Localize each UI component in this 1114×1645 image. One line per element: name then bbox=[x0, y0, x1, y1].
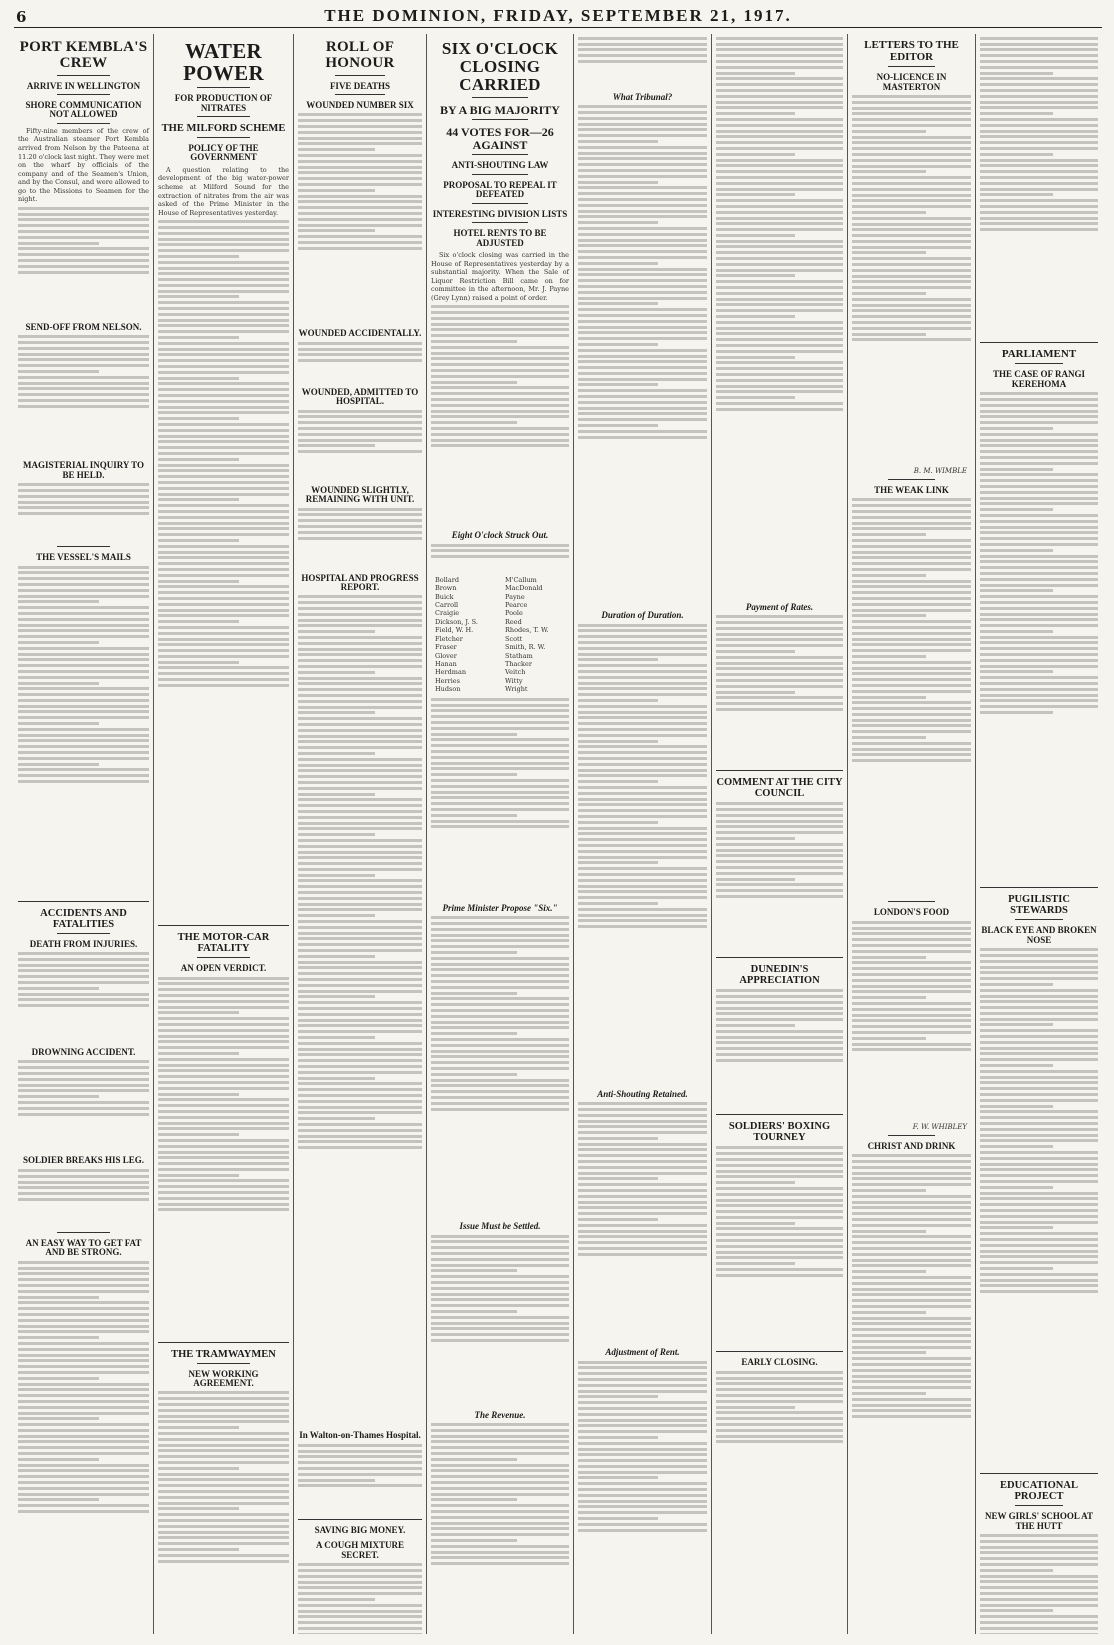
article-body bbox=[158, 977, 289, 1337]
list-item: Reed bbox=[505, 617, 522, 626]
article-body bbox=[852, 921, 971, 1121]
headline-roll-of-honour: ROLL OF HONOUR bbox=[325, 39, 395, 71]
column-3 bbox=[294, 34, 427, 1634]
newspaper-title: THE DOMINION, FRIDAY, SEPTEMBER 21, 1917. bbox=[324, 6, 792, 25]
list-item: Herries bbox=[435, 676, 460, 685]
headline-six-oclock-closing: SIX O'CLOCK CLOSING CARRIED bbox=[441, 39, 559, 94]
list-item: Craigie bbox=[435, 609, 460, 618]
article-body bbox=[298, 342, 422, 382]
list-item: Herdman bbox=[435, 668, 467, 677]
article-body bbox=[980, 1534, 1098, 1634]
article-body bbox=[18, 1169, 149, 1229]
subhead: Adjustment of Rent. bbox=[605, 1347, 680, 1358]
article-body bbox=[716, 802, 843, 952]
subhead: Eight O'clock Struck Out. bbox=[451, 530, 549, 541]
subhead: HOSPITAL AND PROGRESS REPORT. bbox=[301, 572, 419, 592]
headline-water-power: WATER POWER bbox=[183, 39, 264, 86]
list-item: MacDonald bbox=[505, 584, 543, 593]
subhead: CHRIST AND DRINK bbox=[867, 1140, 956, 1151]
list-item: Glover bbox=[435, 651, 457, 660]
article-body bbox=[431, 698, 569, 898]
list-item: Thacker bbox=[505, 660, 532, 669]
section-heading: PARLIAMENT bbox=[1001, 347, 1077, 360]
list-item: Wright bbox=[505, 685, 528, 694]
headline-port-kembla: PORT KEMBLA'S CREW bbox=[19, 39, 148, 71]
letter-signature: F. W. WHIBLEY bbox=[912, 1122, 967, 1131]
article-body bbox=[431, 1423, 569, 1634]
article-body bbox=[298, 595, 422, 1425]
list-item: Fraser bbox=[435, 643, 457, 652]
subhead: In Walton-on-Thames Hospital. bbox=[299, 1430, 421, 1441]
subhead: ANTI-SHOUTING LAW bbox=[451, 160, 549, 171]
masthead bbox=[14, 6, 1102, 28]
article-body bbox=[18, 1060, 149, 1150]
article-body bbox=[716, 1146, 843, 1346]
subhead: AN OPEN VERDICT. bbox=[180, 963, 267, 974]
article-body bbox=[431, 544, 569, 574]
newspaper-page bbox=[14, 6, 1102, 1638]
list-item: Poole bbox=[505, 609, 523, 618]
section-heading: PUGILISTIC STEWARDS bbox=[1008, 894, 1070, 917]
column-1 bbox=[14, 34, 154, 1634]
article-body bbox=[298, 508, 422, 568]
subhead: A COUGH MIXTURE SECRET. bbox=[315, 1540, 404, 1560]
column-5 bbox=[574, 34, 712, 1634]
article-body bbox=[431, 1235, 569, 1405]
list-item: Payne bbox=[505, 592, 525, 601]
subhead: LONDON'S FOOD bbox=[873, 907, 950, 918]
subhead: BLACK EYE AND BROKEN NOSE bbox=[981, 925, 1097, 945]
article-body bbox=[716, 615, 843, 765]
article-body bbox=[578, 105, 707, 605]
subhead: THE WEAK LINK bbox=[874, 484, 949, 495]
subhead: NO-LICENCE IN MASTERTON bbox=[876, 72, 947, 92]
subhead: The Revenue. bbox=[474, 1409, 526, 1420]
article-body bbox=[18, 952, 149, 1042]
list-item: Scott bbox=[505, 634, 523, 643]
article-body bbox=[298, 1563, 422, 1634]
article-body bbox=[852, 498, 971, 898]
headline-letters: LETTERS TO THE EDITOR bbox=[864, 39, 959, 63]
list-item: Brown bbox=[435, 584, 457, 593]
section-heading: ACCIDENTS AND FATALITIES bbox=[40, 907, 127, 930]
list-item: Fletcher bbox=[435, 634, 463, 643]
subhead: NEW GIRLS' SCHOOL AT THE HUTT bbox=[985, 1511, 1093, 1531]
column-6 bbox=[712, 34, 848, 1634]
list-item: Witty bbox=[505, 676, 523, 685]
subhead: SAVING BIG MONEY. bbox=[314, 1524, 406, 1535]
list-item: Hanan bbox=[435, 660, 457, 669]
article-body bbox=[18, 207, 149, 317]
page-number: 6 bbox=[16, 8, 27, 26]
column-8 bbox=[976, 34, 1102, 1634]
section-heading: DUNEDIN'S APPRECIATION bbox=[739, 964, 820, 987]
subhead: DROWNING ACCIDENT. bbox=[31, 1047, 136, 1058]
list-item: Hudson bbox=[435, 685, 461, 694]
article-body bbox=[852, 95, 971, 465]
list-item: Statham bbox=[505, 651, 533, 660]
subhead: NEW WORKING AGREEMENT. bbox=[188, 1368, 259, 1389]
section-heading: THE TRAMWAYMEN bbox=[171, 1348, 276, 1360]
column-2 bbox=[154, 34, 294, 1634]
list-item: Pearce bbox=[505, 600, 528, 609]
article-body bbox=[158, 220, 289, 920]
subhead: THE MILFORD SCHEME bbox=[161, 122, 286, 134]
list-item: Rhodes, T. W. bbox=[505, 626, 549, 635]
column-7 bbox=[848, 34, 976, 1634]
article-body bbox=[852, 1154, 971, 1554]
subhead: THE CASE OF RANGI KEREHOMA bbox=[993, 369, 1085, 389]
article-body bbox=[578, 1102, 707, 1342]
list-item: M'Callum bbox=[505, 575, 537, 584]
subhead: Anti-Shouting Retained. bbox=[597, 1088, 688, 1099]
subhead: Issue Must be Settled. bbox=[459, 1221, 541, 1232]
article-body bbox=[298, 1444, 422, 1514]
list-item: Smith, R. W. bbox=[505, 643, 546, 652]
subhead: EARLY CLOSING. bbox=[741, 1357, 818, 1368]
article-body bbox=[18, 335, 149, 455]
subhead: POLICY OF THE GOVERNMENT bbox=[188, 142, 259, 163]
article-body bbox=[980, 392, 1098, 882]
letter-signature: B. M. WIMBLE bbox=[913, 466, 967, 475]
column-4 bbox=[427, 34, 574, 1634]
subhead: SHORE COMMUNICATION NOT ALLOWED bbox=[25, 99, 142, 120]
section-heading: THE MOTOR-CAR FATALITY bbox=[177, 932, 270, 955]
division-list bbox=[435, 576, 569, 694]
article-body bbox=[431, 916, 569, 1216]
list-item: Veitch bbox=[505, 668, 526, 677]
list-item: Bollard bbox=[435, 575, 459, 584]
section-heading: COMMENT AT THE CITY COUNCIL bbox=[716, 777, 843, 800]
subhead: WOUNDED, ADMITTED TO HOSPITAL. bbox=[301, 386, 419, 407]
subhead: THE VESSEL'S MAILS bbox=[36, 552, 131, 563]
article-text: Fifty-nine members of the crew of the Australian steamer Port Kembla arrived from Nelson by the Pateena at 11.20 o'clock last night. They were met on the wharf by officials of the company and of the Seamen's Union, and by the Consul, and were allowed to go to the Missions to Seamen for the night. bbox=[18, 126, 149, 204]
subhead: WOUNDED ACCIDENTALLY. bbox=[298, 328, 422, 339]
section-heading: EDUCATIONAL PROJECT bbox=[1000, 1480, 1078, 1503]
list-item: Dickson, J. S. bbox=[435, 617, 478, 626]
subhead: SOLDIER BREAKS HIS LEG. bbox=[22, 1155, 145, 1166]
subhead: WOUNDED SLIGHTLY, REMAINING WITH UNIT. bbox=[305, 484, 415, 505]
subhead: Prime Minister Propose "Six." bbox=[442, 902, 558, 913]
article-body bbox=[298, 410, 422, 480]
article-body bbox=[431, 305, 569, 525]
article-body bbox=[716, 1371, 843, 1491]
article-body bbox=[716, 37, 843, 597]
subhead: SEND-OFF FROM NELSON. bbox=[25, 321, 142, 332]
article-text: Six o'clock closing was carried in the House of Representatives yesterday by a substantial majority. When the Sale of Liquor Restriction Bill came on for committee in the afternoon, Mr. J. Payne (Grey Lynn) raised a point of order. bbox=[431, 250, 569, 302]
subhead: WOUNDED NUMBER SIX bbox=[306, 99, 414, 110]
subhead: DEATH FROM INJURIES. bbox=[29, 938, 138, 949]
subhead: FOR PRODUCTION OF NITRATES bbox=[174, 93, 273, 113]
list-item: Carroll bbox=[435, 600, 459, 609]
article-body bbox=[716, 989, 843, 1109]
subhead: INTERESTING DIVISION LISTS bbox=[432, 208, 568, 219]
article-body bbox=[18, 566, 149, 896]
article-body bbox=[578, 37, 707, 87]
subhead: AN EASY WAY TO GET FAT AND BE STRONG. bbox=[25, 1237, 142, 1258]
subhead: PROPOSAL TO REPEAL IT DEFEATED bbox=[443, 179, 557, 200]
subhead: 44 VOTES FOR—26 AGAINST bbox=[446, 125, 554, 152]
list-item: Buick bbox=[435, 592, 454, 601]
article-body bbox=[18, 483, 149, 543]
article-text: A question relating to the development of the big water-power scheme at Milford Sound for the extraction of nitrates from the air was asked of the Prime Minister in the House of Representatives yesterday. bbox=[158, 165, 289, 217]
article-body bbox=[158, 1391, 289, 1634]
subhead: Duration of Duration. bbox=[601, 610, 684, 621]
subhead: What Tribunal? bbox=[612, 91, 673, 102]
subhead: HOTEL RENTS TO BE ADJUSTED bbox=[453, 228, 547, 248]
subhead: FIVE DEATHS bbox=[329, 80, 391, 91]
article-body bbox=[578, 1361, 707, 1621]
article-body bbox=[980, 37, 1098, 337]
article-body bbox=[980, 948, 1098, 1468]
list-item: Field, W. H. bbox=[435, 626, 474, 635]
subhead: ARRIVE IN WELLINGTON bbox=[26, 80, 141, 91]
article-body bbox=[578, 624, 707, 1084]
section-heading: SOLDIERS' BOXING TOURNEY bbox=[728, 1121, 831, 1144]
article-body bbox=[18, 1261, 149, 1634]
subhead: BY A BIG MAJORITY bbox=[440, 102, 560, 117]
article-body bbox=[298, 113, 422, 323]
subhead: Payment of Rates. bbox=[745, 601, 814, 612]
subhead: MAGISTERIAL INQUIRY TO BE HELD. bbox=[22, 460, 145, 480]
